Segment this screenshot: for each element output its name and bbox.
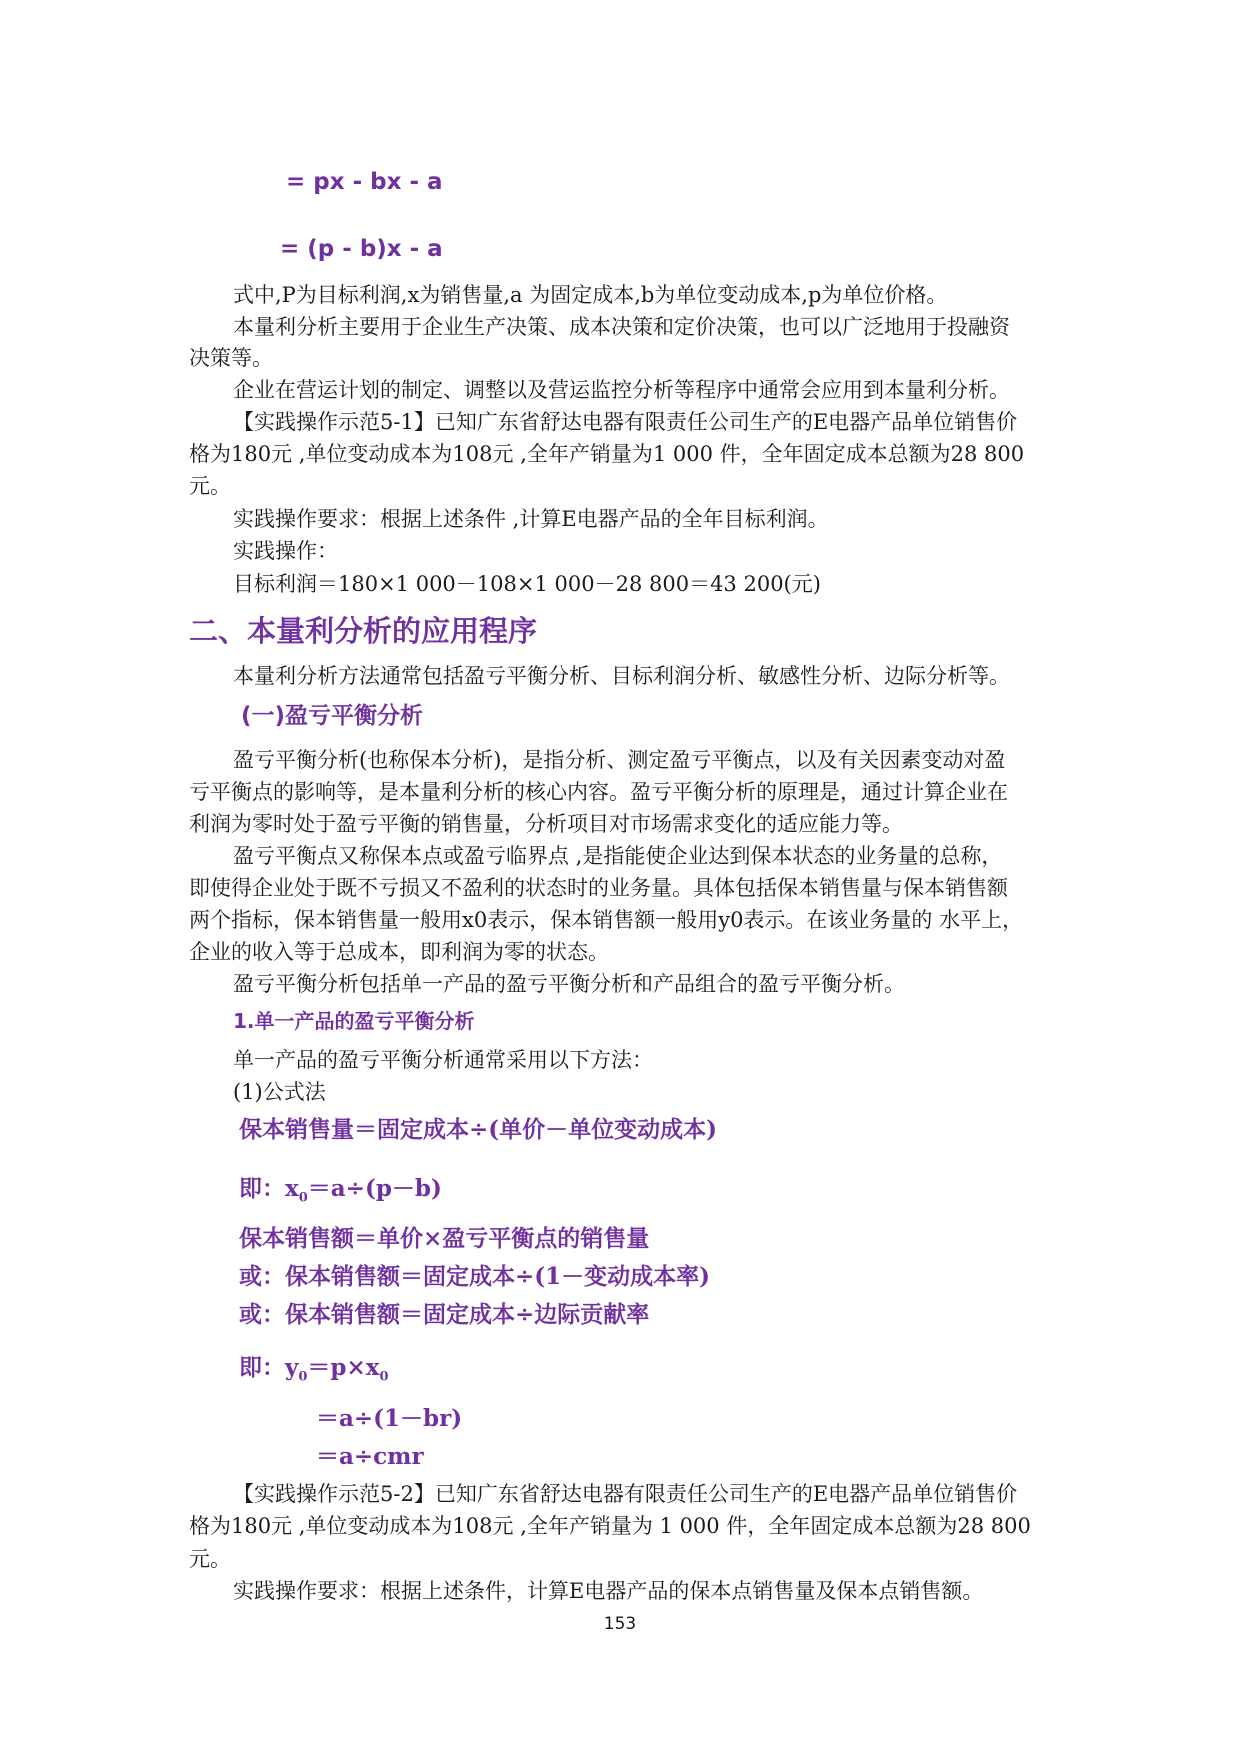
formula-x0-prefix: 即：x — [239, 1175, 299, 1202]
paragraph-symbols: 式中,P为目标利润,x为销售量,a 为固定成本,b为单位变动成本,p为单位价格。 — [233, 283, 948, 307]
example-5-2-line-3: 元。 — [189, 1547, 231, 1571]
formula-x0-subscript: 0 — [298, 1190, 308, 1206]
section-heading: 二、本量利分析的应用程序 — [189, 614, 538, 648]
page-number: 153 — [603, 1614, 637, 1634]
formula-x0-rest: ＝a÷(p－b) — [307, 1175, 442, 1202]
example-5-1-line-2: 格为180元 ,单位变动成本为108元 ,全年产销量为1 000 件，全年固定成本总额为28 800 — [189, 442, 1025, 466]
example-5-2-requirement: 实践操作要求：根据上述条件，计算E电器产品的保本点销售量及保本点销售额。 — [233, 1579, 984, 1603]
subsection-heading: (一)盈亏平衡分析 — [241, 703, 424, 729]
example-5-1-operation: 实践操作： — [233, 539, 338, 563]
example-5-1-line-3: 元。 — [189, 474, 231, 498]
breakeven-point-1: 盈亏平衡点又称保本点或盈亏临界点 ,是指能使企业达到保本状态的业务量的总称， — [233, 844, 1003, 868]
formula-breakeven-sales-alt1: 或：保本销售额＝固定成本÷(1－变动成本率) — [239, 1263, 711, 1290]
breakeven-point-4: 企业的收入等于总成本，即利润为零的状态。 — [189, 940, 609, 964]
equation-line-1: = px - bx - a — [286, 169, 443, 195]
breakeven-definition-2: 亏平衡点的影响等，是本量利分析的核心内容。盈亏平衡分析的原理是，通过计算企业在 — [189, 780, 1008, 804]
example-5-1-line-1: 【实践操作示范5-1】已知广东省舒达电器有限责任公司生产的E电器产品单位销售价 — [233, 410, 1018, 434]
paragraph-usage-2: 决策等。 — [189, 346, 273, 370]
formula-breakeven-sales-alt2: 或：保本销售额＝固定成本÷边际贡献率 — [239, 1301, 650, 1328]
formula-y0-mid: ＝p×x — [307, 1354, 380, 1381]
subsubsection-heading: 1.单一产品的盈亏平衡分析 — [233, 1009, 475, 1033]
formula-y0-x-subscript: 0 — [379, 1369, 389, 1385]
example-5-1-calculation: 目标利润＝180×1 000－108×1 000－28 800＝43 200(元) — [233, 572, 821, 596]
paragraph-application: 企业在营运计划的制定、调整以及营运监控分析等程序中通常会应用到本量利分析。 — [233, 378, 1010, 402]
equation-line-2: = (p - b)x - a — [280, 236, 443, 262]
formula-y0-prefix: 即：y — [239, 1354, 299, 1381]
breakeven-point-3: 两个指标，保本销售量一般用x0表示，保本销售额一般用y0表示。在该业务量的 水平上， — [189, 908, 1024, 932]
formula-y0 — [239, 1352, 389, 1394]
formula-breakeven-sales: 保本销售额＝单价×盈亏平衡点的销售量 — [239, 1225, 650, 1252]
example-5-2-line-2: 格为180元 ,单位变动成本为108元 ,全年产销量为 1 000 件，全年固定成本总额为28 800 — [189, 1514, 1031, 1538]
formula-breakeven-volume: 保本销售量＝固定成本÷(单价－单位变动成本) — [239, 1116, 718, 1143]
breakeven-point-2: 即使得企业处于既不亏损又不盈利的状态时的业务量。具体包括保本销售量与保本销售额 — [189, 876, 1008, 900]
breakeven-definition-3: 利润为零时处于盈亏平衡的销售量，分析项目对市场需求变化的适应能力等。 — [189, 812, 903, 836]
formula-y0-cont-2: ＝a÷cmr — [316, 1443, 424, 1470]
methods-intro: 单一产品的盈亏平衡分析通常采用以下方法： — [233, 1048, 653, 1072]
paragraph-usage-1: 本量利分析主要用于企业生产决策、成本决策和定价决策，也可以广泛地用于投融资 — [233, 315, 1010, 339]
breakeven-definition-1: 盈亏平衡分析(也称保本分析)，是指分析、测定盈亏平衡点，以及有关因素变动对盈 — [233, 748, 1006, 772]
example-5-2-line-1: 【实践操作示范5-2】已知广东省舒达电器有限责任公司生产的E电器产品单位销售价 — [233, 1482, 1018, 1506]
paragraph-methods: 本量利分析方法通常包括盈亏平衡分析、目标利润分析、敏感性分析、边际分析等。 — [233, 664, 1010, 688]
formula-x0 — [239, 1173, 442, 1215]
formula-method-label: (1)公式法 — [233, 1080, 326, 1104]
example-5-1-requirement: 实践操作要求：根据上述条件 ,计算E电器产品的全年目标利润。 — [233, 507, 829, 531]
breakeven-scope: 盈亏平衡分析包括单一产品的盈亏平衡分析和产品组合的盈亏平衡分析。 — [233, 972, 905, 996]
formula-y0-cont-1: ＝a÷(1－br) — [316, 1405, 463, 1432]
formula-y0-subscript: 0 — [298, 1369, 308, 1385]
